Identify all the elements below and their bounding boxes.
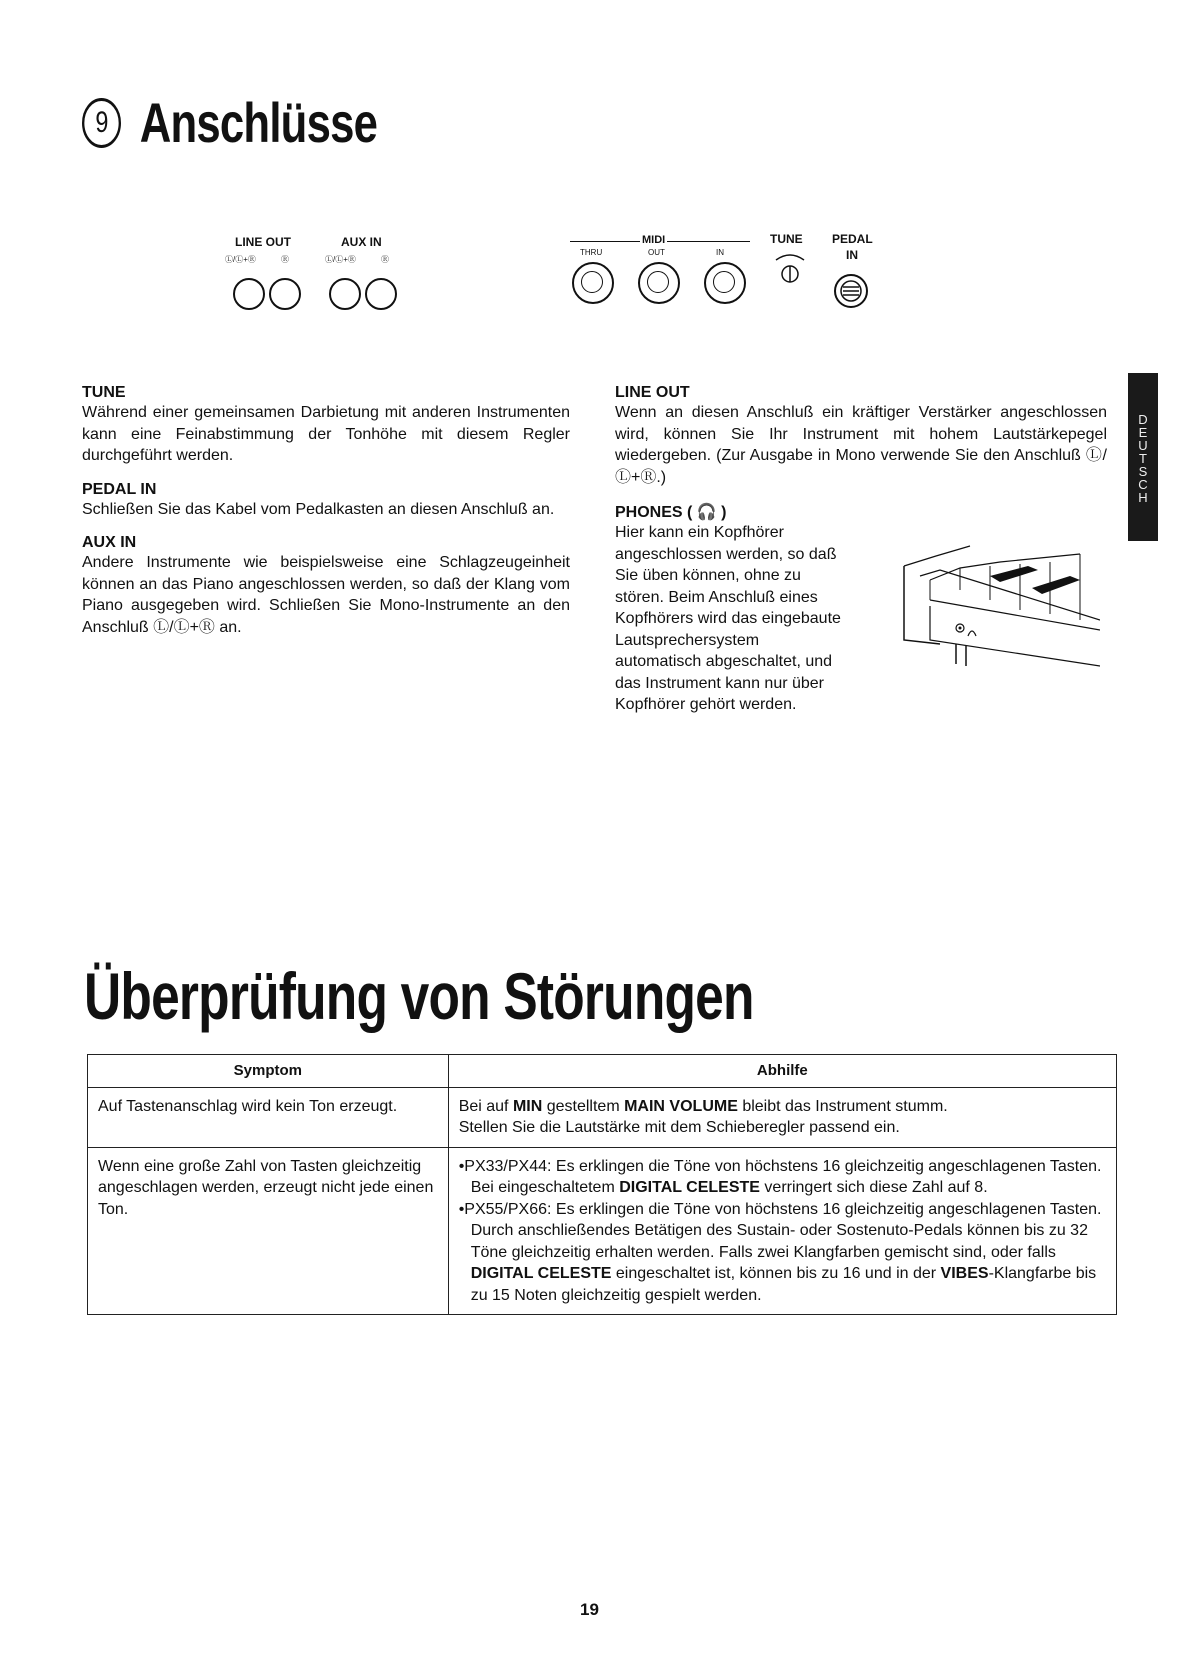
troubleshooting-table [87, 1054, 1117, 1315]
remedy-text: Bei auf [458, 1097, 513, 1115]
aux-in-lr-symbol: Ⓛ/Ⓛ+Ⓡ [325, 255, 356, 264]
line-out-jack-r [269, 278, 301, 310]
sidetab-letter: C [1138, 477, 1148, 492]
remedy-text: •PX33/PX44: Es erklingen die Töne von höchstens 16 gleichzeitig angeschlagenen Tasten. Bei eingeschaltetem [458, 1157, 1102, 1196]
table-header-row [88, 1055, 1117, 1088]
pedal-in-text: Schließen Sie das Kabel vom Pedalkasten an diesen Anschluß an. [82, 500, 555, 518]
sidetab-letter: E [1138, 425, 1148, 440]
remedy-line [459, 1096, 1106, 1118]
language-side-tab [1128, 373, 1158, 541]
aux-in-r-symbol: Ⓡ [381, 255, 389, 264]
remedy-header: Abhilfe [448, 1055, 1116, 1088]
phones-heading: PHONES ( 🎧 ) [615, 504, 727, 521]
symptom-header: Symptom [88, 1055, 449, 1088]
remedy-bullet [459, 1199, 1106, 1307]
aux-in-jack-r [365, 278, 397, 310]
line-out-jack-l [233, 278, 265, 310]
line-out-text: Wenn an diesen Anschluß ein kräftiger Verstärker angeschlossen wird, können Sie Ihr Instrument mit hohem Lautstärkepegel wiedergeben. (Zur Ausgabe in Mono verwende Sie den Anschluß Ⓛ/Ⓛ+Ⓡ.) [615, 404, 1107, 486]
table-row [88, 1147, 1117, 1315]
midi-out-port [638, 262, 680, 304]
pedal-in-connector-icon [832, 272, 870, 310]
phones-line: angeschlossen werden, so daß [615, 545, 837, 563]
midi-thru-port [572, 262, 614, 304]
piano-keyboard-illustration [900, 540, 1100, 680]
line-out-lr-symbol: Ⓛ/Ⓛ+Ⓡ [225, 255, 256, 264]
remedy-bullet [459, 1156, 1106, 1199]
remedy-cell [448, 1147, 1116, 1315]
jack-panel-right [570, 230, 890, 320]
phones-line: Hier kann ein Kopfhörer [615, 524, 784, 541]
midi-in-label: IN [716, 248, 724, 257]
symptom-cell: Wenn eine große Zahl von Tasten gleichzeitig angeschlagen werden, erzeugt nicht jede einen Ton. [88, 1147, 449, 1315]
remedy-bold: DIGITAL CELESTE [619, 1179, 760, 1196]
line-out-r-symbol: Ⓡ [281, 255, 289, 264]
tune-text: Während einer gemeinsamen Darbietung mit anderen Instrumenten kann eine Feinabstimmung der Tonhöhe mit diesem Regler durchgeführt werden. [82, 404, 570, 464]
tune-heading: TUNE [82, 384, 126, 401]
remedy-text: gestelltem [542, 1097, 625, 1115]
aux-in-jack-l [329, 278, 361, 310]
section-number-circle: 9 [82, 98, 121, 148]
remedy-text: eingeschaltet ist, können bis zu 16 und in der [611, 1265, 941, 1282]
sidetab-letter: S [1138, 464, 1148, 479]
aux-in-label: AUX IN [341, 235, 382, 249]
remedy-text: verringert sich diese Zahl auf 8. [759, 1179, 988, 1196]
page-number: 19 [580, 1600, 599, 1619]
midi-label: MIDI [642, 234, 666, 246]
tune-label: TUNE [770, 232, 803, 246]
jack-panel-left [225, 230, 405, 310]
remedy-text: -Klangfarbe bis zu 15 Noten gleichzeitig gespielt werden. [470, 1265, 1097, 1304]
phones-line: automatisch abgeschaltet, und [615, 653, 833, 670]
remedy-bold: DIGITAL CELESTE [470, 1265, 612, 1282]
left-column [82, 384, 570, 638]
pedal-in-heading: PEDAL IN [82, 480, 157, 498]
phones-line: das Instrument kann nur über [615, 674, 825, 692]
sidetab-letter: D [1138, 412, 1148, 427]
midi-out-label: OUT [648, 248, 665, 257]
phones-line: Kopfhörer gehört werden. [615, 696, 797, 713]
remedy-cell [448, 1087, 1116, 1147]
section-title-text: Anschlüsse [139, 91, 378, 154]
remedy-bold: MAIN VOLUME [624, 1097, 738, 1115]
table-row [88, 1087, 1117, 1147]
troubleshooting-title: Überprüfung von Störungen [84, 959, 754, 1033]
remedy-bold: MIN [512, 1097, 543, 1115]
sidetab-letter: T [1139, 451, 1147, 466]
sidetab-letter: U [1138, 438, 1148, 453]
pedal-in-label: IN [846, 248, 858, 262]
symptom-cell: Auf Tastenanschlag wird kein Ton erzeugt. [88, 1087, 449, 1147]
remedy-bold: VIBES [940, 1265, 989, 1282]
line-out-heading: LINE OUT [615, 384, 690, 401]
remedy-line: Stellen Sie die Lautstärke mit dem Schieberegler passend ein. [458, 1119, 900, 1136]
section-title [82, 90, 377, 155]
phones-line: Lautsprechersystem [615, 631, 760, 649]
remedy-text: •PX55/PX66: Es erklingen die Töne von höchstens 16 gleichzeitig angeschlagenen Tasten. Durch anschließendes Betätigen des Sustain- oder Sostenuto-Pedals können bis zu 32 Töne gleichzeitig erhalten werden. Falls zwei Klangfarben gemischt sind, oder falls [458, 1200, 1102, 1261]
phones-text [615, 522, 885, 716]
phones-line: Kopfhörers wird das eingebaute [615, 610, 841, 627]
tune-knob-icon [770, 248, 810, 288]
remedy-text: bleibt das Instrument stumm. [737, 1097, 948, 1115]
midi-in-port [704, 262, 746, 304]
midi-thru-label: THRU [580, 248, 603, 257]
line-out-label: LINE OUT [235, 235, 291, 249]
aux-in-text: Andere Instrumente wie beispielsweise eine Schlagzeugeinheit können an das Piano angeschlossen werden, so daß der Klang vom Piano ausgegeben wird. Schließen Sie Mono-Instrumente an den Anschluß Ⓛ/Ⓛ+Ⓡ an. [82, 554, 570, 636]
pedal-label: PEDAL [832, 232, 873, 246]
aux-in-heading: AUX IN [82, 534, 137, 551]
phones-line: Sie üben können, ohne zu [615, 567, 801, 584]
sidetab-letter: H [1138, 490, 1148, 505]
phones-line: stören. Beim Anschluß eines [615, 588, 818, 606]
